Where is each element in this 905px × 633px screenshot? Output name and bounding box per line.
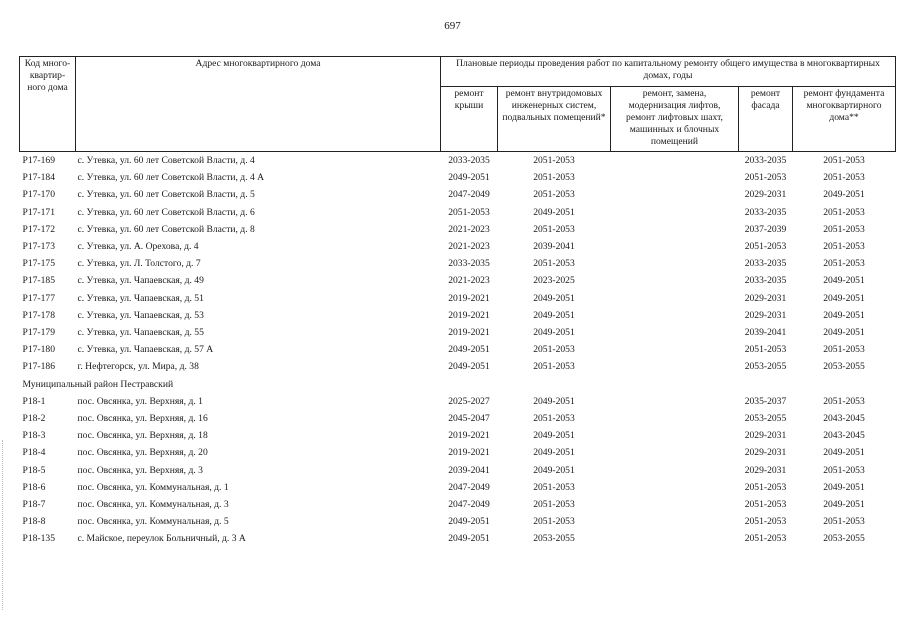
cell-code: P18-135 [22,533,56,545]
cell-foundation: 2051-2053 [823,516,865,528]
cell-address: с. Утевка, ул. Чапаевская, д. 57 А [77,344,214,356]
cell-address: г. Нефтегорск, ул. Мира, д. 38 [77,361,199,373]
cell-address: с. Утевка, ул. 60 лет Советской Власти, д. 8 [77,223,255,235]
table-row [20,255,896,272]
cell-elevators [611,444,739,461]
cell-code: P17-180 [22,344,56,356]
table-row [20,186,896,203]
cell-foundation: 2049-2051 [823,447,865,459]
table-row [20,152,896,170]
header-roof: ремонт крыши [441,87,498,152]
cell-address: с. Утевка, ул. Чапаевская, д. 51 [77,292,204,304]
cell-roof: 2021-2023 [448,223,490,235]
cell-foundation: 2051-2053 [823,155,865,166]
table-row [20,393,896,410]
cell-roof: 2049-2051 [448,533,490,545]
cell-systems: 2051-2053 [533,155,575,166]
cell-elevators [611,324,739,341]
cell-roof: 2049-2051 [448,344,490,356]
section-row [20,376,896,393]
cell-elevators [611,496,739,513]
page-number: 697 [444,20,461,32]
cell-foundation: 2053-2055 [823,361,865,373]
cell-systems: 2039-2041 [533,241,575,253]
cell-roof: 2049-2051 [448,516,490,528]
cell-systems: 2049-2051 [533,206,575,218]
cell-elevators [611,272,739,289]
cell-code: P17-185 [22,275,56,287]
cell-foundation: 2053-2055 [823,533,865,545]
cell-systems: 2049-2051 [533,430,575,442]
cell-code: P18-6 [22,481,46,493]
cell-address: пос. Овсянка, ул. Коммунальная, д. 5 [77,516,229,528]
cell-address: с. Утевка, ул. 60 лет Советской Власти, д. 5 [77,189,255,201]
table-header [20,57,896,152]
cell-facade: 2051-2053 [744,516,787,528]
cell-address: с. Утевка, ул. 60 лет Советской Власти, д. 4 А [77,172,265,184]
cell-code: P17-170 [22,189,56,201]
cell-address: с. Утевка, ул. Чапаевская, д. 49 [77,275,204,287]
table-row [20,307,896,324]
cell-facade: 2033-2035 [744,275,787,287]
cell-address: пос. Овсянка, ул. Верхняя, д. 18 [77,430,208,442]
table-row [20,204,896,221]
cell-systems: 2051-2053 [533,189,575,201]
cell-systems: 2049-2051 [533,309,575,321]
cell-code: P18-1 [22,395,46,407]
cell-roof: 2019-2021 [448,430,490,442]
cell-address: с. Утевка, ул. Л. Толстого, д. 7 [77,258,201,270]
cell-elevators [611,530,739,547]
cell-code: P17-169 [22,155,56,166]
cell-facade: 2037-2039 [744,223,787,235]
cell-elevators [611,358,739,375]
cell-facade: 2039-2041 [744,327,787,339]
cell-systems: 2051-2053 [533,258,575,270]
cell-facade: 2051-2053 [744,172,787,184]
cell-foundation: 2051-2053 [823,258,865,270]
table-row [20,290,896,307]
cell-elevators [611,393,739,410]
cell-address: с. Утевка, ул. А. Орехова, д. 4 [77,241,199,253]
table-body [20,152,896,548]
cell-roof: 2039-2041 [448,464,490,476]
cell-roof: 2033-2035 [448,258,490,270]
cell-elevators [611,238,739,255]
cell-code: P17-178 [22,309,56,321]
table-row [20,238,896,255]
header-address: Адрес многоквартирного дома [76,57,441,152]
cell-elevators [611,152,739,170]
cell-code: P17-177 [22,292,56,304]
cell-roof: 2019-2021 [448,292,490,304]
cell-roof: 2021-2023 [448,241,490,253]
cell-foundation: 2049-2051 [823,275,865,287]
cell-facade: 2029-2031 [744,447,787,459]
table-row [20,462,896,479]
table-row [20,324,896,341]
table-row [20,530,896,547]
cell-systems: 2051-2053 [533,499,575,511]
cell-foundation: 2051-2053 [823,344,865,356]
header-foundation: ремонт фундамента многоквартирного дома** [793,87,896,152]
table-row [20,358,896,375]
cell-foundation: 2051-2053 [823,395,865,407]
cell-address: пос. Овсянка, ул. Коммунальная, д. 1 [77,481,229,493]
cell-facade: 2029-2031 [744,430,787,442]
header-code: Код много-квартир-ного дома [20,57,76,152]
cell-facade: 2035-2037 [744,395,787,407]
cell-systems: 2051-2053 [533,516,575,528]
cell-roof: 2019-2021 [448,447,490,459]
cell-code: P17-171 [22,206,56,218]
cell-systems: 2049-2051 [533,447,575,459]
cell-elevators [611,290,739,307]
cell-foundation: 2049-2051 [823,309,865,321]
cell-facade: 2033-2035 [744,155,787,166]
margin-scan-marks [2,440,5,610]
cell-code: P18-8 [22,516,46,528]
cell-address: с. Утевка, ул. Чапаевская, д. 55 [77,327,204,339]
cell-foundation: 2043-2045 [823,430,865,442]
table-row [20,169,896,186]
cell-systems: 2051-2053 [533,361,575,373]
cell-elevators [611,204,739,221]
cell-address: пос. Овсянка, ул. Верхняя, д. 1 [77,395,203,407]
cell-roof: 2019-2021 [448,327,490,339]
cell-foundation: 2051-2053 [823,464,865,476]
cell-foundation: 2049-2051 [823,481,865,493]
cell-systems: 2049-2051 [533,395,575,407]
cell-elevators [611,186,739,203]
cell-code: P17-186 [22,361,56,373]
table-row [20,496,896,513]
cell-systems: 2023-2025 [533,275,575,287]
cell-facade: 2053-2055 [744,361,787,373]
cell-elevators [611,169,739,186]
cell-facade: 2051-2053 [744,533,787,545]
header-facade: ремонт фасада [739,87,793,152]
table-row [20,427,896,444]
cell-foundation: 2049-2051 [823,292,865,304]
header-periods: Плановые периоды проведения работ по капитальному ремонту общего имущества в многоквартирных домах, годы [441,57,896,87]
capital-repair-table [19,56,896,548]
cell-elevators [611,341,739,358]
cell-facade: 2029-2031 [744,189,787,201]
cell-code: P17-172 [22,223,56,235]
cell-roof: 2049-2051 [448,361,490,373]
cell-address: пос. Овсянка, ул. Коммунальная, д. 3 [77,499,229,511]
cell-facade: 2029-2031 [744,464,787,476]
cell-facade: 2053-2055 [744,413,787,425]
cell-elevators [611,513,739,530]
cell-address: с. Утевка, ул. 60 лет Советской Власти, д. 6 [77,206,255,218]
cell-address: с. Майское, переулок Больничный, д. 3 А [77,533,246,545]
cell-facade: 2051-2053 [744,481,787,493]
cell-roof: 2047-2049 [448,189,490,201]
table-row [20,221,896,238]
cell-elevators [611,479,739,496]
cell-elevators [611,255,739,272]
cell-foundation: 2049-2051 [823,189,865,201]
cell-elevators [611,427,739,444]
cell-foundation: 2051-2053 [823,172,865,184]
cell-systems: 2049-2051 [533,292,575,304]
cell-foundation: 2043-2045 [823,413,865,425]
header-systems: ремонт внутридомовых инженерных систем, подвальных помещений* [498,87,611,152]
cell-roof: 2025-2027 [448,395,490,407]
cell-facade: 2029-2031 [744,309,787,321]
cell-elevators [611,410,739,427]
cell-systems: 2049-2051 [533,327,575,339]
cell-code: P18-2 [22,413,46,425]
cell-elevators [611,462,739,479]
table-row [20,272,896,289]
cell-foundation: 2051-2053 [823,241,865,253]
cell-foundation: 2049-2051 [823,499,865,511]
cell-roof: 2045-2047 [448,413,490,425]
cell-roof: 2049-2051 [448,172,490,184]
cell-foundation: 2051-2053 [823,206,865,218]
cell-roof: 2021-2023 [448,275,490,287]
cell-elevators [611,221,739,238]
cell-code: P17-179 [22,327,56,339]
cell-systems: 2051-2053 [533,481,575,493]
cell-facade: 2051-2053 [744,241,787,253]
cell-roof: 2033-2035 [448,155,490,166]
capital-repair-table-container [19,56,895,548]
cell-systems: 2051-2053 [533,172,575,184]
header-elevators: ремонт, замена, модернизация лифтов, ремонт лифтовых шахт, машинных и блочных помещений [611,87,739,152]
cell-address: пос. Овсянка, ул. Верхняя, д. 20 [77,447,208,459]
cell-systems: 2051-2053 [533,223,575,235]
cell-code: P17-175 [22,258,56,270]
cell-code: P17-184 [22,172,56,184]
cell-code: P18-4 [22,447,46,459]
table-row [20,444,896,461]
table-row [20,410,896,427]
cell-foundation: 2049-2051 [823,327,865,339]
cell-systems: 2051-2053 [533,344,575,356]
cell-facade: 2033-2035 [744,206,787,218]
cell-roof: 2051-2053 [448,206,490,218]
table-row [20,479,896,496]
cell-code: P17-173 [22,241,56,253]
cell-foundation: 2051-2053 [823,223,865,235]
cell-code: P18-3 [22,430,46,442]
cell-address: с. Утевка, ул. Чапаевская, д. 53 [77,309,204,321]
cell-address: с. Утевка, ул. 60 лет Советской Власти, д. 4 [77,155,255,166]
cell-facade: 2051-2053 [744,499,787,511]
cell-roof: 2047-2049 [448,499,490,511]
cell-elevators [611,307,739,324]
table-row [20,513,896,530]
cell-facade: 2029-2031 [744,292,787,304]
cell-roof: 2047-2049 [448,481,490,493]
cell-systems: 2049-2051 [533,464,575,476]
cell-roof: 2019-2021 [448,309,490,321]
cell-address: пос. Овсянка, ул. Верхняя, д. 3 [77,464,203,476]
cell-code: P18-7 [22,499,46,511]
cell-facade: 2051-2053 [744,344,787,356]
cell-systems: 2051-2053 [533,413,575,425]
cell-facade: 2033-2035 [744,258,787,270]
section-title: Муниципальный район Пестравский [22,378,174,390]
cell-code: P18-5 [22,464,46,476]
cell-address: пос. Овсянка, ул. Верхняя, д. 16 [77,413,208,425]
cell-systems: 2053-2055 [533,533,575,545]
table-row [20,341,896,358]
